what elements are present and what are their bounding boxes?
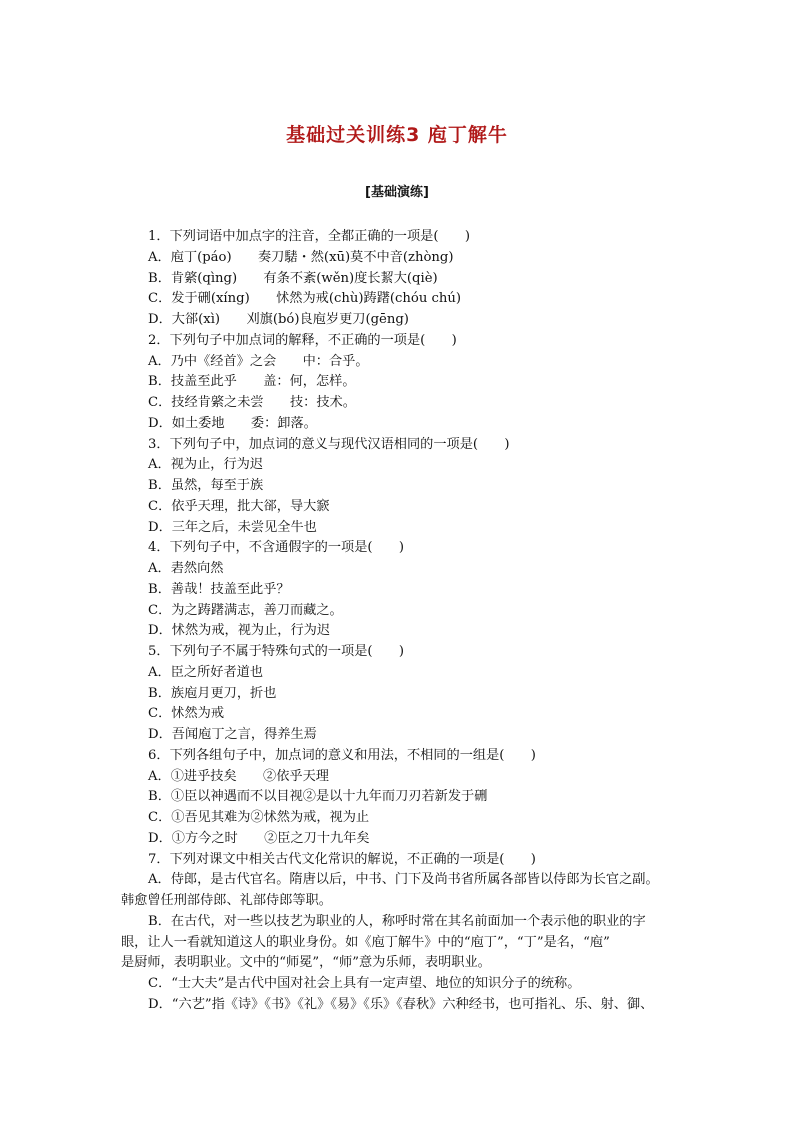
option-line: B．肯綮(qìng) 有条不紊(wěn)度长絜大(qiè) <box>148 270 438 286</box>
option-line: C．技经肯綮之未尝 技：技术。 <box>148 395 356 410</box>
option-line: A．砉然向然 <box>148 561 224 576</box>
paragraph-line: A．侍郎，是古代官名。隋唐以后，中书、门下及尚书省所属各部皆以侍郎为长官之副。 <box>148 872 659 888</box>
continuation-line: 是厨师，表明职业。文中的“师冕”，“师”意为乐师，表明职业。 <box>121 955 491 971</box>
option-line: B．技盖至此乎 盖：何，怎样。 <box>148 374 356 390</box>
continuation-line: 韩愈曾任刑部侍郎、礼部侍郎等职。 <box>121 893 332 908</box>
page-title: 基础过关训练3 庖丁解牛 <box>286 124 508 146</box>
option-line: A．视为止，行为迟 <box>148 457 264 473</box>
option-line: D．如土委地 委：卸落。 <box>148 415 317 431</box>
question-line: 5．下列句子不属于特殊句式的一项是( ) <box>148 644 405 659</box>
option-line: D．吾闻庖丁之言，得养生焉 <box>148 727 317 742</box>
question-line: 7．下列对课文中相关古代文化常识的解说，不正确的一项是( ) <box>148 851 536 867</box>
option-line: A．庖丁(páo) 奏刀騞・然(xū)莫不中音(zhòng) <box>148 249 454 265</box>
option-line: C．怵然为戒 <box>148 706 225 722</box>
question-line: 1．下列词语中加点字的注音，全都正确的一项是( ) <box>148 229 470 244</box>
paragraph-line: D．“六艺”指《诗》《书》《礼》《易》《乐》《春秋》六种经书，也可指礼、乐、射、御、 <box>148 996 654 1012</box>
paragraph-line: B．在古代，对一些以技艺为职业的人，称呼时常在其名前面加一个表示他的职业的字 <box>148 913 646 929</box>
option-line: B．虽然，每至于族 <box>148 478 264 493</box>
option-line: C．发于硎(xíng) 怵然为戒(chù)踌躇(chóu chú) <box>148 291 462 307</box>
option-line: D．①方今之时 ②臣之刀十九年矣 <box>148 830 370 846</box>
question-line: 4．下列句子中，不含通假字的一项是( ) <box>148 540 405 556</box>
option-line: B．善哉！技盖至此乎？ <box>148 581 290 597</box>
option-line: C．为之踌躇满志，善刀而藏之。 <box>148 602 343 618</box>
section-heading: [基础演练] <box>365 185 429 200</box>
continuation-line: 眼，让人一看就知道这人的职业身份。如《庖丁解牛》中的“庖丁”，“丁”是名，“庖” <box>121 934 610 950</box>
option-line: D．怵然为戒，视为止，行为迟 <box>148 623 331 639</box>
question-line: 3．下列句子中，加点词的意义与现代汉语相同的一项是( ) <box>148 436 510 452</box>
option-line: A．①进乎技矣 ②依乎天理 <box>148 768 329 784</box>
option-line: A．乃中《经首》之会 中：合乎。 <box>148 353 369 369</box>
option-line: D．三年之后，未尝见全牛也 <box>148 519 317 535</box>
option-line: B．族庖月更刀，折也 <box>148 685 277 701</box>
option-line: C．①吾见其难为②怵然为戒，视为止 <box>148 810 370 825</box>
paragraph-line: C．“士大夫”是古代中国对社会上具有一定声望、地位的知识分子的统称。 <box>148 976 581 991</box>
option-line: D．大郤(xì) 刈旗(bó)良庖岁更刀(gēng) <box>148 312 409 327</box>
question-line: 6．下列各组句子中，加点词的意义和用法，不相同的一组是( ) <box>148 747 536 763</box>
option-line: A．臣之所好者道也 <box>148 664 264 680</box>
option-line: B．①臣以神遇而不以目视②是以十九年而刀刃若新发于硎 <box>148 789 488 805</box>
option-line: C．依乎天理，批大郤，导大窾 <box>148 498 330 514</box>
question-line: 2．下列句子中加点词的解释，不正确的一项是( ) <box>148 332 457 348</box>
